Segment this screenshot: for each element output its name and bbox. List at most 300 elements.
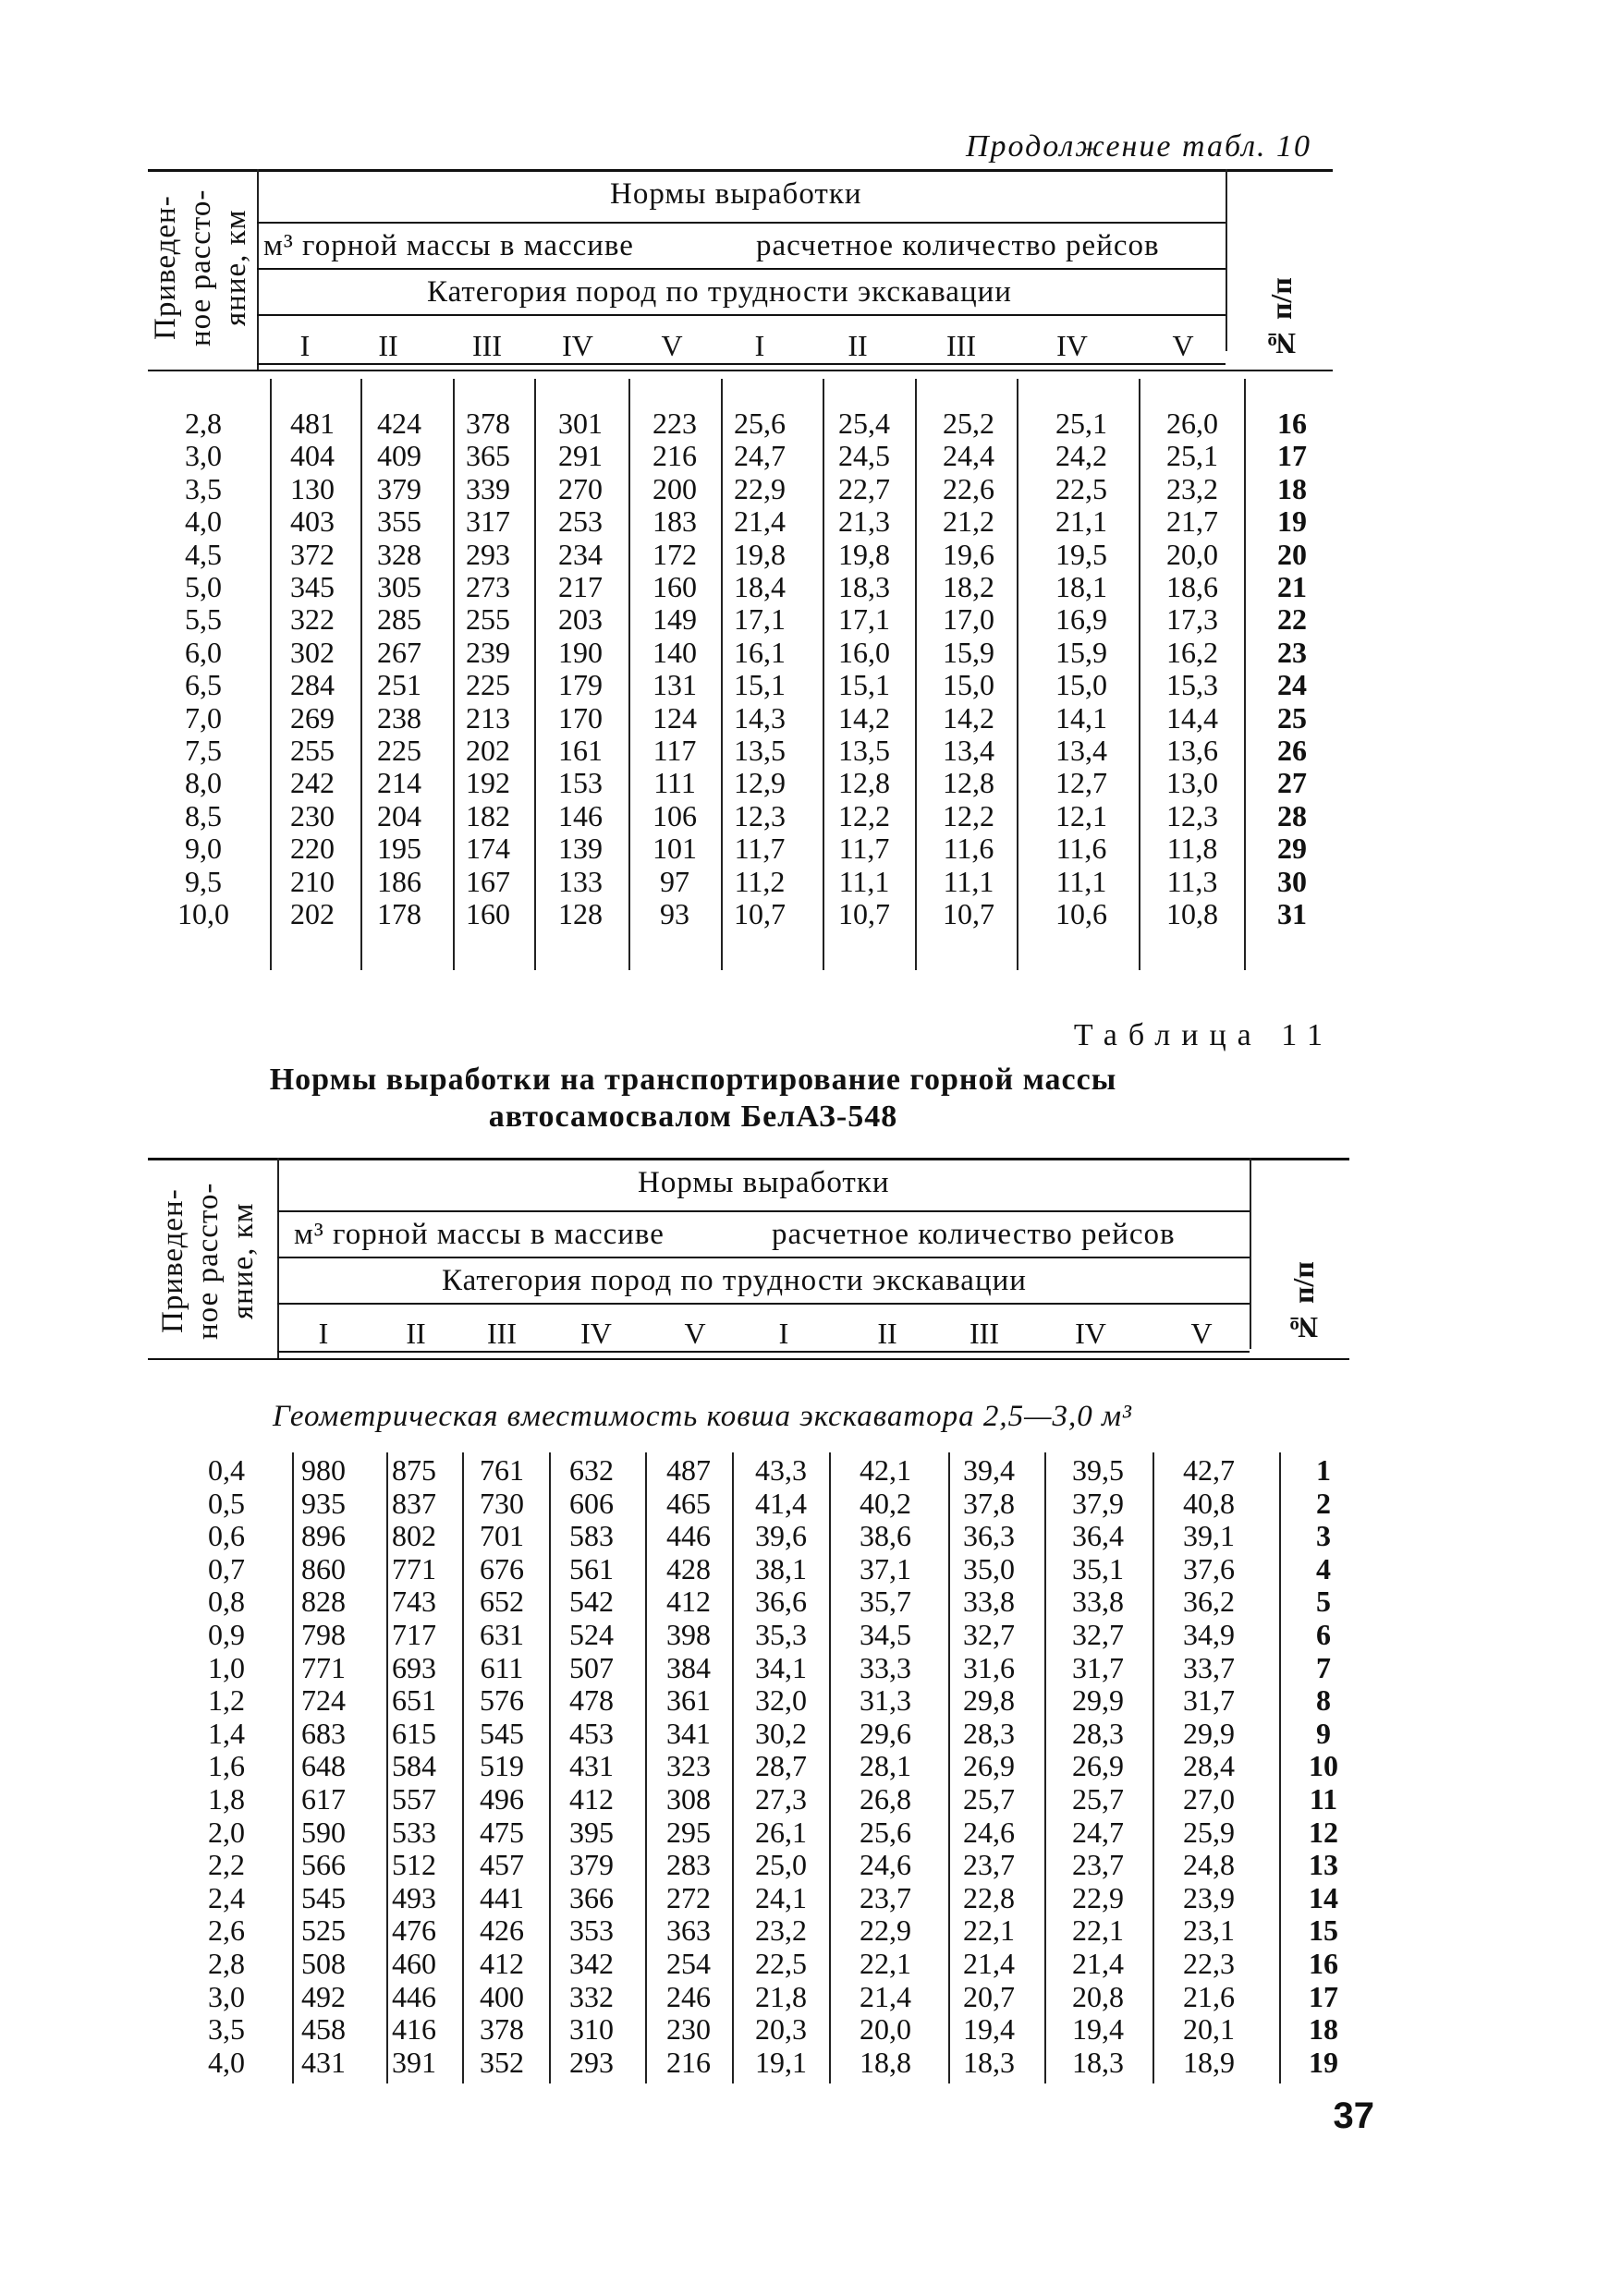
value-cell: 20,3 — [755, 2012, 807, 2047]
value-cell: 28,4 — [1183, 1749, 1235, 1783]
distance-cell: 0,4 — [208, 1453, 245, 1487]
value-cell: 524 — [569, 1618, 614, 1651]
value-cell: 230 — [666, 2012, 711, 2047]
value-cell: 146 — [558, 798, 603, 832]
value-cell: 27,3 — [755, 1782, 807, 1816]
value-cell: 23,2 — [1166, 471, 1218, 505]
value-cell: 238 — [377, 700, 421, 735]
value-cell: 153 — [558, 766, 603, 800]
value-cell: 216 — [652, 439, 697, 473]
column-divider — [645, 1452, 647, 2083]
column-divider — [1152, 1452, 1154, 2083]
value-cell: 29,9 — [1072, 1683, 1124, 1718]
value-cell: 22,9 — [860, 1913, 911, 1948]
value-cell: 305 — [377, 570, 421, 603]
distance-cell: 6,0 — [185, 635, 222, 669]
value-cell: 272 — [666, 1880, 711, 1914]
distance-cell: 4,0 — [208, 2045, 245, 2079]
value-cell: 576 — [480, 1683, 524, 1718]
value-cell: 323 — [666, 1749, 711, 1783]
value-cell: 412 — [569, 1782, 614, 1816]
row-number-cell: 17 — [1309, 1979, 1338, 2013]
value-cell: 133 — [558, 864, 603, 898]
value-cell: 195 — [377, 832, 421, 866]
category-numeral: III — [946, 329, 976, 362]
column-divider — [534, 379, 536, 970]
distance-column-header: Приведен-ное рассто-яние, км — [156, 1182, 260, 1340]
value-cell: 27,0 — [1183, 1782, 1235, 1816]
value-cell: 24,4 — [943, 439, 994, 473]
distance-cell: 1,6 — [208, 1749, 245, 1783]
value-cell: 17,1 — [734, 602, 786, 637]
distance-cell: 5,0 — [185, 570, 222, 603]
distance-cell: 3,5 — [185, 471, 222, 505]
row-number-cell: 27 — [1277, 766, 1307, 800]
value-cell: 15,9 — [943, 635, 994, 669]
row-number-cell: 28 — [1277, 798, 1307, 832]
value-cell: 366 — [569, 1880, 614, 1914]
value-cell: 12,3 — [1166, 798, 1218, 832]
category-numeral: V — [1190, 1317, 1213, 1350]
row-number-cell: 26 — [1277, 734, 1307, 767]
row-number-cell: 6 — [1316, 1618, 1331, 1651]
value-cell: 12,8 — [838, 766, 890, 800]
distance-cell: 10,0 — [177, 897, 229, 930]
value-cell: 398 — [666, 1618, 711, 1651]
value-cell: 130 — [290, 471, 335, 505]
column-divider — [829, 1452, 831, 2083]
value-cell: 149 — [652, 602, 697, 637]
value-cell: 251 — [377, 668, 421, 702]
value-cell: 210 — [290, 864, 335, 898]
value-cell: 317 — [466, 504, 510, 539]
value-cell: 14,3 — [734, 700, 786, 735]
distance-cell: 9,0 — [185, 832, 222, 866]
value-cell: 254 — [666, 1947, 711, 1980]
value-cell: 18,9 — [1183, 2045, 1235, 2079]
value-cell: 31,6 — [963, 1650, 1015, 1684]
value-cell: 28,3 — [1072, 1716, 1124, 1750]
value-cell: 10,7 — [943, 897, 994, 930]
distance-cell: 2,6 — [208, 1913, 245, 1948]
value-cell: 21,1 — [1055, 504, 1107, 539]
volume-header: м³ горной массы в массиве — [294, 1218, 665, 1251]
value-cell: 11,3 — [1166, 864, 1218, 898]
value-cell: 21,4 — [860, 1979, 911, 2013]
value-cell: 22,1 — [963, 1913, 1015, 1948]
value-cell: 761 — [480, 1453, 524, 1487]
value-cell: 26,9 — [1072, 1749, 1124, 1783]
value-cell: 542 — [569, 1585, 614, 1619]
distance-cell: 1,2 — [208, 1683, 245, 1718]
value-cell: 283 — [666, 1848, 711, 1882]
value-cell: 16,1 — [734, 635, 786, 669]
row-number-cell: 14 — [1309, 1880, 1338, 1914]
value-cell: 167 — [466, 864, 510, 898]
value-cell: 20,0 — [1166, 537, 1218, 571]
value-cell: 458 — [301, 2012, 346, 2047]
value-cell: 39,1 — [1183, 1519, 1235, 1553]
value-cell: 352 — [480, 2045, 524, 2079]
value-cell: 22,5 — [1055, 471, 1107, 505]
value-cell: 101 — [652, 832, 697, 866]
value-cell: 37,8 — [963, 1486, 1015, 1520]
value-cell: 34,1 — [755, 1650, 807, 1684]
value-cell: 183 — [652, 504, 697, 539]
value-cell: 798 — [301, 1618, 346, 1651]
value-cell: 230 — [290, 798, 335, 832]
value-cell: 160 — [466, 897, 510, 930]
value-cell: 409 — [377, 439, 421, 473]
value-cell: 743 — [392, 1585, 436, 1619]
value-cell: 12,2 — [943, 798, 994, 832]
value-cell: 631 — [480, 1618, 524, 1651]
value-cell: 611 — [480, 1650, 524, 1684]
value-cell: 190 — [558, 635, 603, 669]
category-header: Категория пород по трудности экскавации — [427, 275, 1012, 309]
value-cell: 446 — [666, 1519, 711, 1553]
value-cell: 391 — [392, 2045, 436, 2079]
row-number-cell: 23 — [1277, 635, 1307, 669]
value-cell: 21,8 — [755, 1979, 807, 2013]
value-cell: 21,2 — [943, 504, 994, 539]
row-number-cell: 9 — [1316, 1716, 1331, 1750]
category-numeral: II — [378, 329, 398, 362]
value-cell: 172 — [652, 537, 697, 571]
row-number-cell: 5 — [1316, 1585, 1331, 1619]
distance-cell: 2,8 — [185, 407, 222, 440]
value-cell: 19,6 — [943, 537, 994, 571]
value-cell: 345 — [290, 570, 335, 603]
value-cell: 22,1 — [1072, 1913, 1124, 1948]
value-cell: 566 — [301, 1848, 346, 1882]
value-cell: 31,3 — [860, 1683, 911, 1718]
value-cell: 269 — [290, 700, 335, 735]
value-cell: 19,5 — [1055, 537, 1107, 571]
row-number-cell: 12 — [1309, 1815, 1338, 1849]
distance-column-header: Приведен-ное рассто-яние, км — [149, 188, 252, 347]
value-cell: 717 — [392, 1618, 436, 1651]
value-cell: 36,3 — [963, 1519, 1015, 1553]
value-cell: 200 — [652, 471, 697, 505]
value-cell: 22,9 — [1072, 1880, 1124, 1914]
value-cell: 561 — [569, 1551, 614, 1585]
value-cell: 12,1 — [1055, 798, 1107, 832]
value-cell: 17,3 — [1166, 602, 1218, 637]
value-cell: 478 — [569, 1683, 614, 1718]
value-cell: 302 — [290, 635, 335, 669]
value-cell: 460 — [392, 1947, 436, 1980]
value-cell: 29,6 — [860, 1716, 911, 1750]
distance-cell: 0,6 — [208, 1519, 245, 1553]
value-cell: 24,7 — [734, 439, 786, 473]
value-cell: 93 — [660, 897, 689, 930]
value-cell: 26,8 — [860, 1782, 911, 1816]
value-cell: 308 — [666, 1782, 711, 1816]
value-cell: 34,9 — [1183, 1618, 1235, 1651]
value-cell: 25,7 — [963, 1782, 1015, 1816]
value-cell: 293 — [569, 2045, 614, 2079]
value-cell: 204 — [377, 798, 421, 832]
value-cell: 23,1 — [1183, 1913, 1235, 1948]
distance-cell: 6,5 — [185, 668, 222, 702]
value-cell: 38,6 — [860, 1519, 911, 1553]
value-cell: 33,7 — [1183, 1650, 1235, 1684]
column-divider — [1139, 379, 1140, 970]
column-divider — [1044, 1452, 1046, 2083]
value-cell: 379 — [377, 471, 421, 505]
value-cell: 12,7 — [1055, 766, 1107, 800]
value-cell: 590 — [301, 1815, 346, 1849]
value-cell: 328 — [377, 537, 421, 571]
distance-cell: 1,4 — [208, 1716, 245, 1750]
value-cell: 10,7 — [838, 897, 890, 930]
value-cell: 34,5 — [860, 1618, 911, 1651]
value-cell: 19,8 — [734, 537, 786, 571]
value-cell: 25,0 — [755, 1848, 807, 1882]
column-divider — [1226, 169, 1227, 351]
row-number-cell: 29 — [1277, 832, 1307, 866]
value-cell: 24,2 — [1055, 439, 1107, 473]
value-cell: 22,8 — [963, 1880, 1015, 1914]
value-cell: 25,7 — [1072, 1782, 1124, 1816]
value-cell: 20,0 — [860, 2012, 911, 2047]
category-numeral: II — [406, 1317, 426, 1350]
rule-line — [148, 1158, 1349, 1160]
column-divider — [549, 1452, 551, 2083]
value-cell: 403 — [290, 504, 335, 539]
value-cell: 378 — [480, 2012, 524, 2047]
distance-cell: 1,8 — [208, 1782, 245, 1816]
value-cell: 21,7 — [1166, 504, 1218, 539]
value-cell: 213 — [466, 700, 510, 735]
value-cell: 223 — [652, 407, 697, 440]
value-cell: 519 — [480, 1749, 524, 1783]
value-cell: 557 — [392, 1782, 436, 1816]
row-number-cell: 25 — [1277, 700, 1307, 735]
value-cell: 15,1 — [734, 668, 786, 702]
value-cell: 29,8 — [963, 1683, 1015, 1718]
value-cell: 18,3 — [838, 570, 890, 603]
rule-line — [277, 1257, 1250, 1258]
column-divider — [1279, 1452, 1281, 2083]
value-cell: 15,1 — [838, 668, 890, 702]
value-cell: 179 — [558, 668, 603, 702]
value-cell: 13,4 — [943, 734, 994, 767]
trips-header: расчетное количество рейсов — [772, 1218, 1176, 1251]
distance-cell: 0,9 — [208, 1618, 245, 1651]
value-cell: 730 — [480, 1486, 524, 1520]
value-cell: 23,7 — [963, 1848, 1015, 1882]
value-cell: 255 — [290, 734, 335, 767]
table-11-subtitle: Геометрическая вместимость ковша экскаватора 2,5—3,0 м³ — [273, 1400, 1132, 1433]
value-cell: 42,7 — [1183, 1453, 1235, 1487]
rule-line — [257, 222, 1226, 224]
value-cell: 37,6 — [1183, 1551, 1235, 1585]
value-cell: 11,7 — [838, 832, 890, 866]
value-cell: 140 — [652, 635, 697, 669]
value-cell: 20,7 — [963, 1979, 1015, 2013]
category-numeral: IV — [580, 1317, 612, 1350]
value-cell: 25,6 — [734, 407, 786, 440]
rule-line — [257, 363, 1226, 365]
value-cell: 22,6 — [943, 471, 994, 505]
value-cell: 11,6 — [1055, 832, 1107, 866]
value-cell: 379 — [569, 1848, 614, 1882]
value-cell: 13,6 — [1166, 734, 1218, 767]
distance-cell: 3,0 — [208, 1979, 245, 2013]
distance-cell: 8,0 — [185, 766, 222, 800]
rule-line — [148, 370, 1333, 371]
value-cell: 11,1 — [1055, 864, 1107, 898]
table-11-title-line2: автосамосвалом БелАЗ-548 — [488, 1099, 898, 1134]
category-numeral: III — [970, 1317, 999, 1350]
value-cell: 935 — [301, 1486, 346, 1520]
value-cell: 131 — [652, 668, 697, 702]
row-number-cell: 30 — [1277, 864, 1307, 898]
value-cell: 21,6 — [1183, 1979, 1235, 2013]
value-cell: 15,0 — [1055, 668, 1107, 702]
value-cell: 339 — [466, 471, 510, 505]
value-cell: 32,0 — [755, 1683, 807, 1718]
value-cell: 124 — [652, 700, 697, 735]
value-cell: 457 — [480, 1848, 524, 1882]
rule-line — [148, 169, 1333, 172]
distance-cell: 7,5 — [185, 734, 222, 767]
value-cell: 771 — [392, 1551, 436, 1585]
value-cell: 239 — [466, 635, 510, 669]
value-cell: 217 — [558, 570, 603, 603]
value-cell: 10,8 — [1166, 897, 1218, 930]
number-column-header: № п/п — [1287, 1261, 1320, 1344]
distance-cell: 0,7 — [208, 1551, 245, 1585]
value-cell: 16,9 — [1055, 602, 1107, 637]
value-cell: 203 — [558, 602, 603, 637]
value-cell: 37,1 — [860, 1551, 911, 1585]
value-cell: 11,1 — [943, 864, 994, 898]
value-cell: 139 — [558, 832, 603, 866]
row-number-cell: 16 — [1309, 1947, 1338, 1980]
value-cell: 295 — [666, 1815, 711, 1849]
distance-cell: 2,0 — [208, 1815, 245, 1849]
rule-line — [257, 314, 1226, 316]
value-cell: 28,7 — [755, 1749, 807, 1783]
value-cell: 802 — [392, 1519, 436, 1553]
value-cell: 18,6 — [1166, 570, 1218, 603]
value-cell: 24,6 — [963, 1815, 1015, 1849]
value-cell: 31,7 — [1183, 1683, 1235, 1718]
norms-header: Нормы выработки — [610, 177, 862, 211]
value-cell: 11,2 — [734, 864, 786, 898]
value-cell: 507 — [569, 1650, 614, 1684]
value-cell: 26,0 — [1166, 407, 1218, 440]
value-cell: 10,7 — [734, 897, 786, 930]
value-cell: 28,1 — [860, 1749, 911, 1783]
value-cell: 13,0 — [1166, 766, 1218, 800]
value-cell: 14,2 — [943, 700, 994, 735]
value-cell: 35,3 — [755, 1618, 807, 1651]
value-cell: 980 — [301, 1453, 346, 1487]
value-cell: 18,2 — [943, 570, 994, 603]
value-cell: 18,3 — [963, 2045, 1015, 2079]
value-cell: 481 — [290, 407, 335, 440]
value-cell: 11,6 — [943, 832, 994, 866]
row-number-cell: 21 — [1277, 570, 1307, 603]
value-cell: 648 — [301, 1749, 346, 1783]
value-cell: 253 — [558, 504, 603, 539]
value-cell: 15,3 — [1166, 668, 1218, 702]
value-cell: 273 — [466, 570, 510, 603]
value-cell: 341 — [666, 1716, 711, 1750]
value-cell: 170 — [558, 700, 603, 735]
value-cell: 13,5 — [734, 734, 786, 767]
value-cell: 476 — [392, 1913, 436, 1948]
column-divider — [462, 1452, 464, 2083]
value-cell: 395 — [569, 1815, 614, 1849]
row-number-cell: 24 — [1277, 668, 1307, 702]
row-number-cell: 3 — [1316, 1519, 1331, 1553]
category-numeral: III — [487, 1317, 517, 1350]
value-cell: 36,2 — [1183, 1585, 1235, 1619]
value-cell: 33,3 — [860, 1650, 911, 1684]
category-numeral: V — [1172, 329, 1194, 362]
value-cell: 106 — [652, 798, 697, 832]
value-cell: 41,4 — [755, 1486, 807, 1520]
value-cell: 97 — [660, 864, 689, 898]
value-cell: 216 — [666, 2045, 711, 2079]
category-numeral: II — [848, 329, 868, 362]
value-cell: 23,9 — [1183, 1880, 1235, 1914]
distance-cell: 0,8 — [208, 1585, 245, 1619]
value-cell: 11,1 — [838, 864, 890, 898]
value-cell: 508 — [301, 1947, 346, 1980]
column-divider — [1250, 1158, 1251, 1349]
value-cell: 428 — [666, 1551, 711, 1585]
row-number-cell: 10 — [1309, 1749, 1338, 1783]
value-cell: 29,9 — [1183, 1716, 1235, 1750]
value-cell: 128 — [558, 897, 603, 930]
value-cell: 24,7 — [1072, 1815, 1124, 1849]
value-cell: 693 — [392, 1650, 436, 1684]
value-cell: 28,3 — [963, 1716, 1015, 1750]
value-cell: 35,0 — [963, 1551, 1015, 1585]
value-cell: 332 — [569, 1979, 614, 2013]
value-cell: 22,7 — [838, 471, 890, 505]
category-numeral: IV — [1056, 329, 1088, 362]
category-numeral: III — [472, 329, 502, 362]
value-cell: 493 — [392, 1880, 436, 1914]
value-cell: 23,7 — [860, 1880, 911, 1914]
row-number-cell: 20 — [1277, 537, 1307, 571]
value-cell: 583 — [569, 1519, 614, 1553]
column-divider — [732, 1452, 734, 2083]
value-cell: 202 — [290, 897, 335, 930]
category-numeral: II — [877, 1317, 897, 1350]
value-cell: 11,8 — [1166, 832, 1218, 866]
rule-line — [257, 268, 1226, 270]
value-cell: 13,4 — [1055, 734, 1107, 767]
value-cell: 683 — [301, 1716, 346, 1750]
row-number-cell: 31 — [1277, 897, 1307, 930]
row-number-cell: 16 — [1277, 407, 1307, 440]
value-cell: 384 — [666, 1650, 711, 1684]
value-cell: 465 — [666, 1486, 711, 1520]
category-numeral: I — [754, 329, 765, 362]
value-cell: 23,7 — [1072, 1848, 1124, 1882]
value-cell: 22,9 — [734, 471, 786, 505]
value-cell: 39,4 — [963, 1453, 1015, 1487]
value-cell: 896 — [301, 1519, 346, 1553]
